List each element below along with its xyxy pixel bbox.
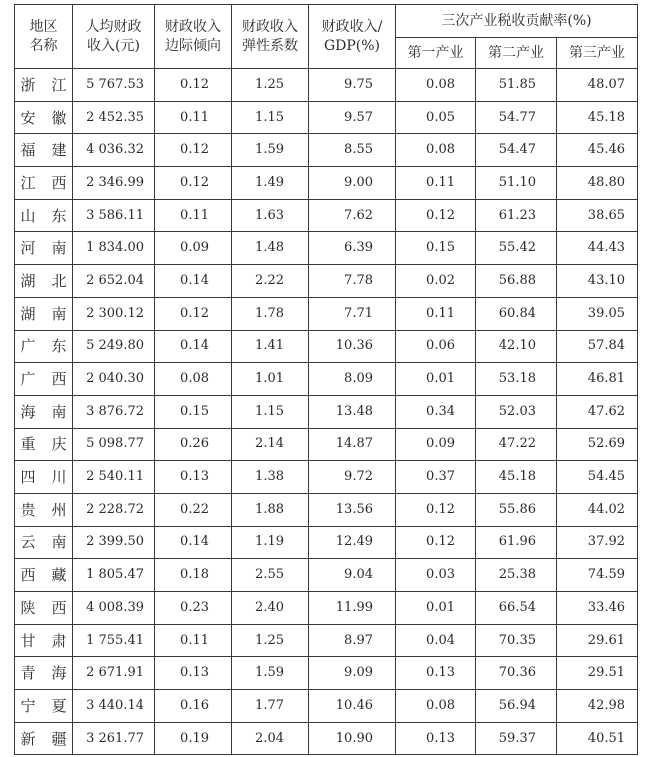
region-char: 福 [20,141,36,160]
cell-secondary: 52.03 [476,395,557,428]
region-char: 安 [20,108,36,127]
region-char: 庆 [51,435,67,454]
header-region-line2: 名称 [29,37,58,54]
cell-per-capita: 2 228.72 [73,493,155,526]
cell-gdp-ratio: 9.57 [309,101,396,134]
cell-gdp-ratio: 13.48 [309,395,396,428]
cell-marginal: 0.13 [155,657,232,690]
cell-tertiary: 44.02 [557,493,638,526]
region-char: 浙 [20,75,36,94]
cell-tertiary: 48.07 [557,69,638,102]
cell-gdp-ratio: 10.46 [309,690,396,723]
cell-gdp-ratio: 9.04 [309,559,396,592]
table-header [15,5,638,69]
cell-per-capita: 2 452.35 [73,101,155,134]
header-per-capita [73,5,155,69]
header-marginal-line2: 边际倾向 [165,37,221,54]
cell-per-capita: 5 249.80 [73,330,155,363]
header-gdp-ratio-line1: 财政收入/ [321,18,383,35]
cell-tertiary: 45.18 [557,101,638,134]
cell-elasticity: 1.49 [232,167,309,200]
table-row [15,461,638,494]
cell-elasticity: 1.25 [232,69,309,102]
cell-region [15,493,73,526]
cell-primary: 0.06 [396,330,476,363]
region-name [21,306,67,322]
cell-gdp-ratio: 7.62 [309,199,396,232]
cell-secondary: 70.36 [476,657,557,690]
cell-elasticity: 1.15 [232,395,309,428]
cell-region [15,232,73,265]
cell-secondary: 51.10 [476,167,557,200]
cell-gdp-ratio: 7.71 [309,297,396,330]
cell-marginal: 0.26 [155,428,232,461]
region-char: 广 [20,370,36,389]
region-char: 湖 [20,304,36,323]
cell-gdp-ratio: 10.90 [309,722,396,755]
cell-secondary: 42.10 [476,330,557,363]
cell-marginal: 0.13 [155,461,232,494]
cell-elasticity: 1.15 [232,101,309,134]
header-per-capita-line2: 收入(元) [87,37,140,54]
cell-elasticity: 1.63 [232,199,309,232]
region-name [21,436,67,452]
region-name [21,371,67,387]
cell-region [15,461,73,494]
cell-per-capita: 3 586.11 [73,199,155,232]
cell-primary: 0.09 [396,428,476,461]
table-row [15,428,638,461]
cell-gdp-ratio: 9.75 [309,69,396,102]
cell-tertiary: 39.05 [557,297,638,330]
region-name [21,665,67,681]
cell-gdp-ratio: 12.49 [309,526,396,559]
cell-elasticity: 2.22 [232,265,309,298]
cell-secondary: 61.23 [476,199,557,232]
region-name [21,469,67,485]
cell-marginal: 0.08 [155,363,232,396]
region-char: 云 [20,533,36,552]
cell-elasticity: 2.14 [232,428,309,461]
cell-gdp-ratio: 9.00 [309,167,396,200]
region-name [21,404,67,420]
region-name [21,633,67,649]
table-row [15,167,638,200]
region-char: 西 [51,598,67,617]
cell-region [15,559,73,592]
cell-region [15,69,73,102]
region-char: 江 [51,75,67,94]
region-char: 藏 [51,566,67,585]
cell-per-capita: 1 834.00 [73,232,155,265]
cell-marginal: 0.11 [155,624,232,657]
cell-primary: 0.11 [396,167,476,200]
cell-primary: 0.08 [396,69,476,102]
header-region-line1: 地区 [29,18,58,35]
cell-region [15,428,73,461]
region-name [21,77,67,93]
cell-region [15,395,73,428]
cell-secondary: 66.54 [476,592,557,625]
region-char: 南 [51,533,67,552]
cell-secondary: 45.18 [476,461,557,494]
table-body [15,69,638,755]
cell-primary: 0.04 [396,624,476,657]
cell-primary: 0.01 [396,363,476,396]
header-gdp-ratio [309,5,396,69]
cell-primary: 0.12 [396,493,476,526]
cell-secondary: 70.35 [476,624,557,657]
cell-gdp-ratio: 11.99 [309,592,396,625]
region-char: 州 [51,500,67,519]
cell-tertiary: 38.65 [557,199,638,232]
cell-per-capita: 2 540.11 [73,461,155,494]
cell-secondary: 55.42 [476,232,557,265]
cell-per-capita: 5 098.77 [73,428,155,461]
cell-marginal: 0.12 [155,134,232,167]
region-char: 湖 [20,271,36,290]
region-name [21,698,67,714]
cell-marginal: 0.15 [155,395,232,428]
cell-per-capita: 2 300.12 [73,297,155,330]
region-name [21,110,67,126]
cell-per-capita: 1 805.47 [73,559,155,592]
region-char: 徽 [51,108,67,127]
region-char: 西 [20,566,36,585]
cell-secondary: 47.22 [476,428,557,461]
region-name [21,208,67,224]
cell-tertiary: 44.43 [557,232,638,265]
header-elasticity-line2: 弹性系数 [242,37,298,54]
cell-elasticity: 1.38 [232,461,309,494]
cell-gdp-ratio: 9.09 [309,657,396,690]
cell-primary: 0.15 [396,232,476,265]
region-char: 山 [20,206,36,225]
header-marginal-line1: 财政收入 [165,18,221,35]
region-char: 川 [51,468,67,487]
table-row [15,330,638,363]
cell-per-capita: 1 755.41 [73,624,155,657]
cell-elasticity: 2.55 [232,559,309,592]
cell-primary: 0.05 [396,101,476,134]
cell-primary: 0.03 [396,559,476,592]
cell-tertiary: 52.69 [557,428,638,461]
cell-elasticity: 1.19 [232,526,309,559]
cell-marginal: 0.14 [155,330,232,363]
cell-tertiary: 46.81 [557,363,638,396]
region-char: 四 [20,468,36,487]
region-char: 宁 [20,696,36,715]
cell-region [15,526,73,559]
cell-tertiary: 74.59 [557,559,638,592]
region-char: 南 [51,239,67,258]
header-primary: 第一产业 [396,38,476,69]
cell-marginal: 0.14 [155,265,232,298]
cell-gdp-ratio: 7.78 [309,265,396,298]
cell-gdp-ratio: 10.36 [309,330,396,363]
region-name [21,567,67,583]
cell-region [15,297,73,330]
cell-region [15,199,73,232]
region-name [21,502,67,518]
table-row [15,624,638,657]
cell-elasticity: 1.78 [232,297,309,330]
cell-per-capita: 3 440.14 [73,690,155,723]
table-row [15,69,638,102]
region-char: 建 [51,141,67,160]
cell-marginal: 0.16 [155,690,232,723]
table-row [15,101,638,134]
table-row [15,265,638,298]
header-elasticity-line1: 财政收入 [242,18,298,35]
region-char: 西 [51,370,67,389]
cell-tertiary: 54.45 [557,461,638,494]
region-char: 广 [20,337,36,356]
region-name [21,142,67,158]
cell-elasticity: 1.59 [232,657,309,690]
cell-primary: 0.12 [396,526,476,559]
cell-secondary: 51.85 [476,69,557,102]
cell-tertiary: 43.10 [557,265,638,298]
cell-marginal: 0.12 [155,297,232,330]
header-marginal [155,5,232,69]
region-name [21,534,67,550]
region-char: 海 [20,402,36,421]
table-row [15,199,638,232]
region-name [21,175,67,191]
cell-elasticity: 1.41 [232,330,309,363]
region-name [21,240,67,256]
cell-marginal: 0.22 [155,493,232,526]
header-gdp-ratio-line2: GDP(%) [323,37,381,54]
region-char: 南 [51,402,67,421]
fiscal-table-container [14,4,637,755]
cell-elasticity: 1.01 [232,363,309,396]
cell-secondary: 60.84 [476,297,557,330]
cell-gdp-ratio: 8.09 [309,363,396,396]
region-char: 甘 [20,631,36,650]
table-row [15,297,638,330]
region-char: 北 [51,271,67,290]
table-row [15,722,638,755]
region-char: 重 [20,435,36,454]
table-row [15,363,638,396]
cell-secondary: 25.38 [476,559,557,592]
cell-marginal: 0.12 [155,167,232,200]
cell-tertiary: 57.84 [557,330,638,363]
cell-tertiary: 48.80 [557,167,638,200]
cell-region [15,101,73,134]
cell-marginal: 0.19 [155,722,232,755]
region-char: 夏 [51,696,67,715]
header-per-capita-line1: 人均财政 [85,18,142,35]
cell-region [15,330,73,363]
cell-secondary: 53.18 [476,363,557,396]
cell-marginal: 0.09 [155,232,232,265]
table-row [15,493,638,526]
cell-marginal: 0.18 [155,559,232,592]
cell-secondary: 54.77 [476,101,557,134]
cell-tertiary: 29.61 [557,624,638,657]
cell-marginal: 0.11 [155,199,232,232]
cell-per-capita: 2 399.50 [73,526,155,559]
cell-primary: 0.34 [396,395,476,428]
cell-tertiary: 42.98 [557,690,638,723]
cell-gdp-ratio: 13.56 [309,493,396,526]
table-row [15,526,638,559]
region-char: 贵 [20,500,36,519]
cell-per-capita: 3 261.77 [73,722,155,755]
cell-marginal: 0.11 [155,101,232,134]
region-char: 西 [51,173,67,192]
cell-region [15,363,73,396]
region-name [21,600,67,616]
region-name [21,273,67,289]
cell-secondary: 56.94 [476,690,557,723]
table-row [15,395,638,428]
cell-primary: 0.12 [396,199,476,232]
cell-secondary: 56.88 [476,265,557,298]
cell-marginal: 0.12 [155,69,232,102]
cell-per-capita: 3 876.72 [73,395,155,428]
cell-region [15,134,73,167]
cell-elasticity: 1.59 [232,134,309,167]
cell-marginal: 0.23 [155,592,232,625]
cell-per-capita: 4 036.32 [73,134,155,167]
region-char: 河 [20,239,36,258]
cell-per-capita: 4 008.39 [73,592,155,625]
region-name [21,338,67,354]
cell-elasticity: 1.88 [232,493,309,526]
cell-gdp-ratio: 6.39 [309,232,396,265]
table-row [15,592,638,625]
region-name [21,731,67,747]
header-tertiary: 第三产业 [557,38,638,69]
cell-tertiary: 40.51 [557,722,638,755]
cell-secondary: 55.86 [476,493,557,526]
table-row [15,232,638,265]
cell-gdp-ratio: 8.97 [309,624,396,657]
cell-primary: 0.13 [396,722,476,755]
region-char: 海 [51,664,67,683]
table-row [15,690,638,723]
cell-primary: 0.08 [396,134,476,167]
cell-primary: 0.08 [396,690,476,723]
cell-tertiary: 37.92 [557,526,638,559]
cell-gdp-ratio: 8.55 [309,134,396,167]
cell-primary: 0.11 [396,297,476,330]
region-char: 东 [51,337,67,356]
cell-elasticity: 2.04 [232,722,309,755]
region-char: 江 [20,173,36,192]
cell-gdp-ratio: 14.87 [309,428,396,461]
cell-secondary: 54.47 [476,134,557,167]
cell-tertiary: 45.46 [557,134,638,167]
cell-elasticity: 2.40 [232,592,309,625]
region-char: 陕 [20,598,36,617]
cell-gdp-ratio: 9.72 [309,461,396,494]
header-secondary: 第二产业 [476,38,557,69]
region-char: 疆 [51,729,67,748]
cell-per-capita: 2 652.04 [73,265,155,298]
cell-tertiary: 33.46 [557,592,638,625]
cell-region [15,657,73,690]
cell-region [15,690,73,723]
cell-primary: 0.37 [396,461,476,494]
cell-region [15,167,73,200]
cell-primary: 0.13 [396,657,476,690]
cell-region [15,722,73,755]
cell-region [15,624,73,657]
region-char: 肃 [51,631,67,650]
fiscal-revenue-table [14,4,638,755]
cell-marginal: 0.14 [155,526,232,559]
region-char: 南 [51,304,67,323]
cell-elasticity: 1.77 [232,690,309,723]
cell-tertiary: 29.51 [557,657,638,690]
table-row [15,559,638,592]
cell-per-capita: 2 346.99 [73,167,155,200]
cell-per-capita: 2 040.30 [73,363,155,396]
cell-region [15,592,73,625]
table-row [15,657,638,690]
cell-elasticity: 1.48 [232,232,309,265]
header-tax-group: 三次产业税收贡献率(%) [396,5,638,38]
region-char: 新 [20,729,36,748]
cell-primary: 0.02 [396,265,476,298]
table-row [15,134,638,167]
cell-primary: 0.01 [396,592,476,625]
header-elasticity [232,5,309,69]
cell-elasticity: 1.25 [232,624,309,657]
cell-per-capita: 2 671.91 [73,657,155,690]
region-char: 青 [20,664,36,683]
region-char: 东 [51,206,67,225]
cell-secondary: 59.37 [476,722,557,755]
cell-per-capita: 5 767.53 [73,69,155,102]
cell-region [15,265,73,298]
cell-tertiary: 47.62 [557,395,638,428]
cell-secondary: 61.96 [476,526,557,559]
header-region [15,5,73,69]
